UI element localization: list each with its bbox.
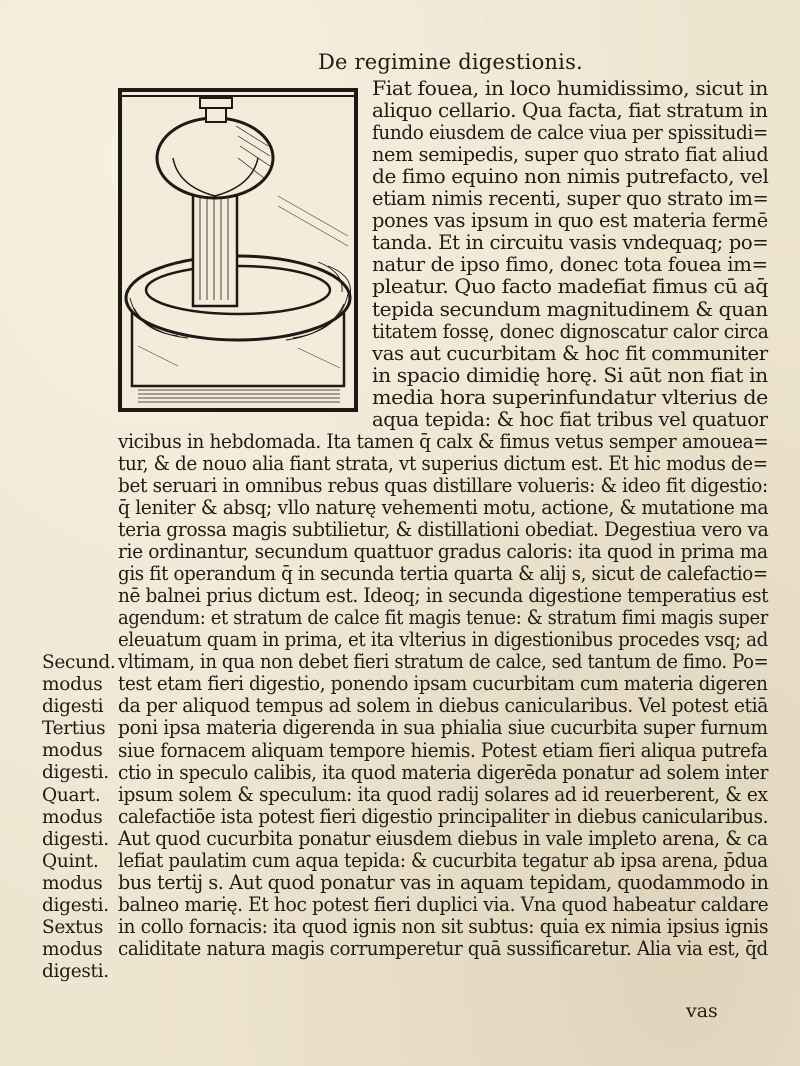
marginal-note: Secund.: [42, 652, 116, 673]
text-line: poni ipsa materia digerenda in sua phialia siue cucurbita super furnum: [118, 716, 768, 740]
text-line: vicibus in hebdomada. Ita tamen q̄ calx & fimus vetus semper amouea=: [118, 429, 769, 453]
marginal-note: digesti.: [42, 961, 109, 983]
marginal-note: Sextus: [42, 917, 104, 939]
text-line: in spacio dimidię horę. Si aūt non fiat in: [372, 363, 768, 387]
text-line: calefactiōe ista potest fieri digestio principaliter in diebus canicularibus.: [118, 804, 769, 828]
text-line: pones vas ipsum in quo est materia fermē: [372, 209, 768, 233]
marginal-note: digesti: [42, 696, 104, 718]
text-line: rie ordinantur, secundum quattuor gradus caloris: ita quod in prima ma: [118, 540, 768, 564]
marginal-note: modus: [42, 806, 103, 828]
text-line: teria grossa magis subtilietur, & distillationi obediat. Degestiua vero va: [118, 518, 769, 541]
text-line: de fimo equino non nimis putrefacto, vel: [372, 165, 769, 189]
marginal-note: Quart.: [42, 784, 101, 806]
text-line: pleatur. Quo facto madefiat fimus cū aq̄: [372, 275, 769, 299]
text-line: lefiat paulatim cum aqua tepida: & cucurbita tegatur ab ipsa arena, p̄dua: [118, 848, 768, 872]
text-line: q̄ leniter & absq; vllo naturę vehementi motu, actione, & mutatione ma: [118, 495, 769, 519]
marginal-note: modus: [42, 939, 103, 961]
text-line: titatem fossę, donec dignoscatur calor circa: [372, 319, 769, 343]
text-line: nē balnei prius dictum est. Ideoq; in secunda digestione temperatius est: [118, 584, 769, 608]
text-line: ipsum solem & speculum: ita quod radij solares ad id reuerberent, & ex: [118, 782, 768, 806]
catchword: vas: [686, 1000, 718, 1022]
text-line: media hora superinfundatur vlterius de: [372, 385, 768, 409]
text-line: eleuatum quam in prima, et ita vlterius in digestionibus procedes vsq; ad: [118, 628, 768, 652]
text-line: gis fit operandum q̄ in secunda tertia quarta & alij s, sicut de calefactio=: [118, 562, 768, 586]
text-line: bet seruari in omnibus rebus quas distillare volueris: & ideo fit digestio:: [118, 473, 768, 497]
running-head: De regimine digestionis.: [318, 50, 583, 74]
marginal-note: Quint.: [42, 850, 99, 872]
text-line: caliditate natura magis corrumperetur quā sussificaretur. Alia via est, q̄d: [118, 936, 768, 960]
text-line: tur, & de nouo alia fiant strata, vt superius dictum est. Et hic modus de=: [118, 451, 768, 475]
marginal-note: Tertius: [42, 718, 106, 740]
text-line: balneo marię. Et hoc potest fieri duplici via. Vna quod habeatur caldare: [118, 892, 769, 916]
marginal-note: digesti.: [42, 762, 109, 784]
text-line: bus tertij s. Aut quod ponatur vas in aquam tepidam, quodammodo in: [118, 870, 769, 894]
marginal-note: modus: [42, 740, 103, 762]
alembic-in-pot-woodcut-icon: [118, 86, 364, 414]
text-line: nem semipedis, super quo strato fiat aliud: [372, 143, 769, 167]
alembic-woodcut-figure: [118, 86, 364, 414]
text-line: vas aut cucurbitam & hoc fit communiter: [372, 341, 768, 365]
text-line: natur de ipso fimo, donec tota fouea im=: [372, 253, 768, 277]
text-line: etiam nimis recenti, super quo strato im=: [372, 187, 769, 211]
text-line: ctio in speculo calibis, ita quod materia digerēda ponatur ad solem inter: [118, 760, 769, 784]
text-line: agendum: et stratum de calce fit magis tenue: & stratum fimi magis super: [118, 606, 768, 630]
text-line: tepida secundum magnitudinem & quan: [372, 297, 768, 321]
marginal-note: modus: [42, 674, 103, 696]
text-line: Aut quod cucurbita ponatur eiusdem diebus in vale impleto arena, & ca: [118, 826, 768, 850]
text-line: in collo fornacis: ita quod ignis non sit subtus: quia ex nimia ipsius ignis: [118, 914, 769, 938]
text-line: vltimam, in qua non debet fieri stratum de calce, sed tantum de fimo. Po=: [118, 650, 769, 674]
marginal-note: digesti.: [42, 895, 109, 917]
marginal-note: modus: [42, 872, 103, 894]
text-line: aqua tepida: & hoc fiat tribus vel quatuor: [372, 407, 768, 431]
text-line: fundo eiusdem de calce viua per spissitudi=: [372, 121, 768, 145]
text-line: siue fornacem aliquam tempore hiemis. Potest etiam fieri aliqua putrefa: [118, 738, 768, 762]
marginalia: [42, 652, 118, 983]
text-line: Fiat fouea, in loco humidissimo, sicut in: [372, 77, 768, 100]
text-line: da per aliquod tempus ad solem in diebus canicularibus. Vel potest etiā: [118, 694, 768, 718]
marginal-note: digesti.: [42, 828, 109, 850]
text-line: tanda. Et in circuitu vasis vndequaq; po=: [372, 231, 769, 255]
text-line: test etam fieri digestio, ponendo ipsam cucurbitam cum materia digeren: [118, 672, 768, 696]
text-line: aliquo cellario. Qua facta, fiat stratum in: [372, 99, 768, 123]
